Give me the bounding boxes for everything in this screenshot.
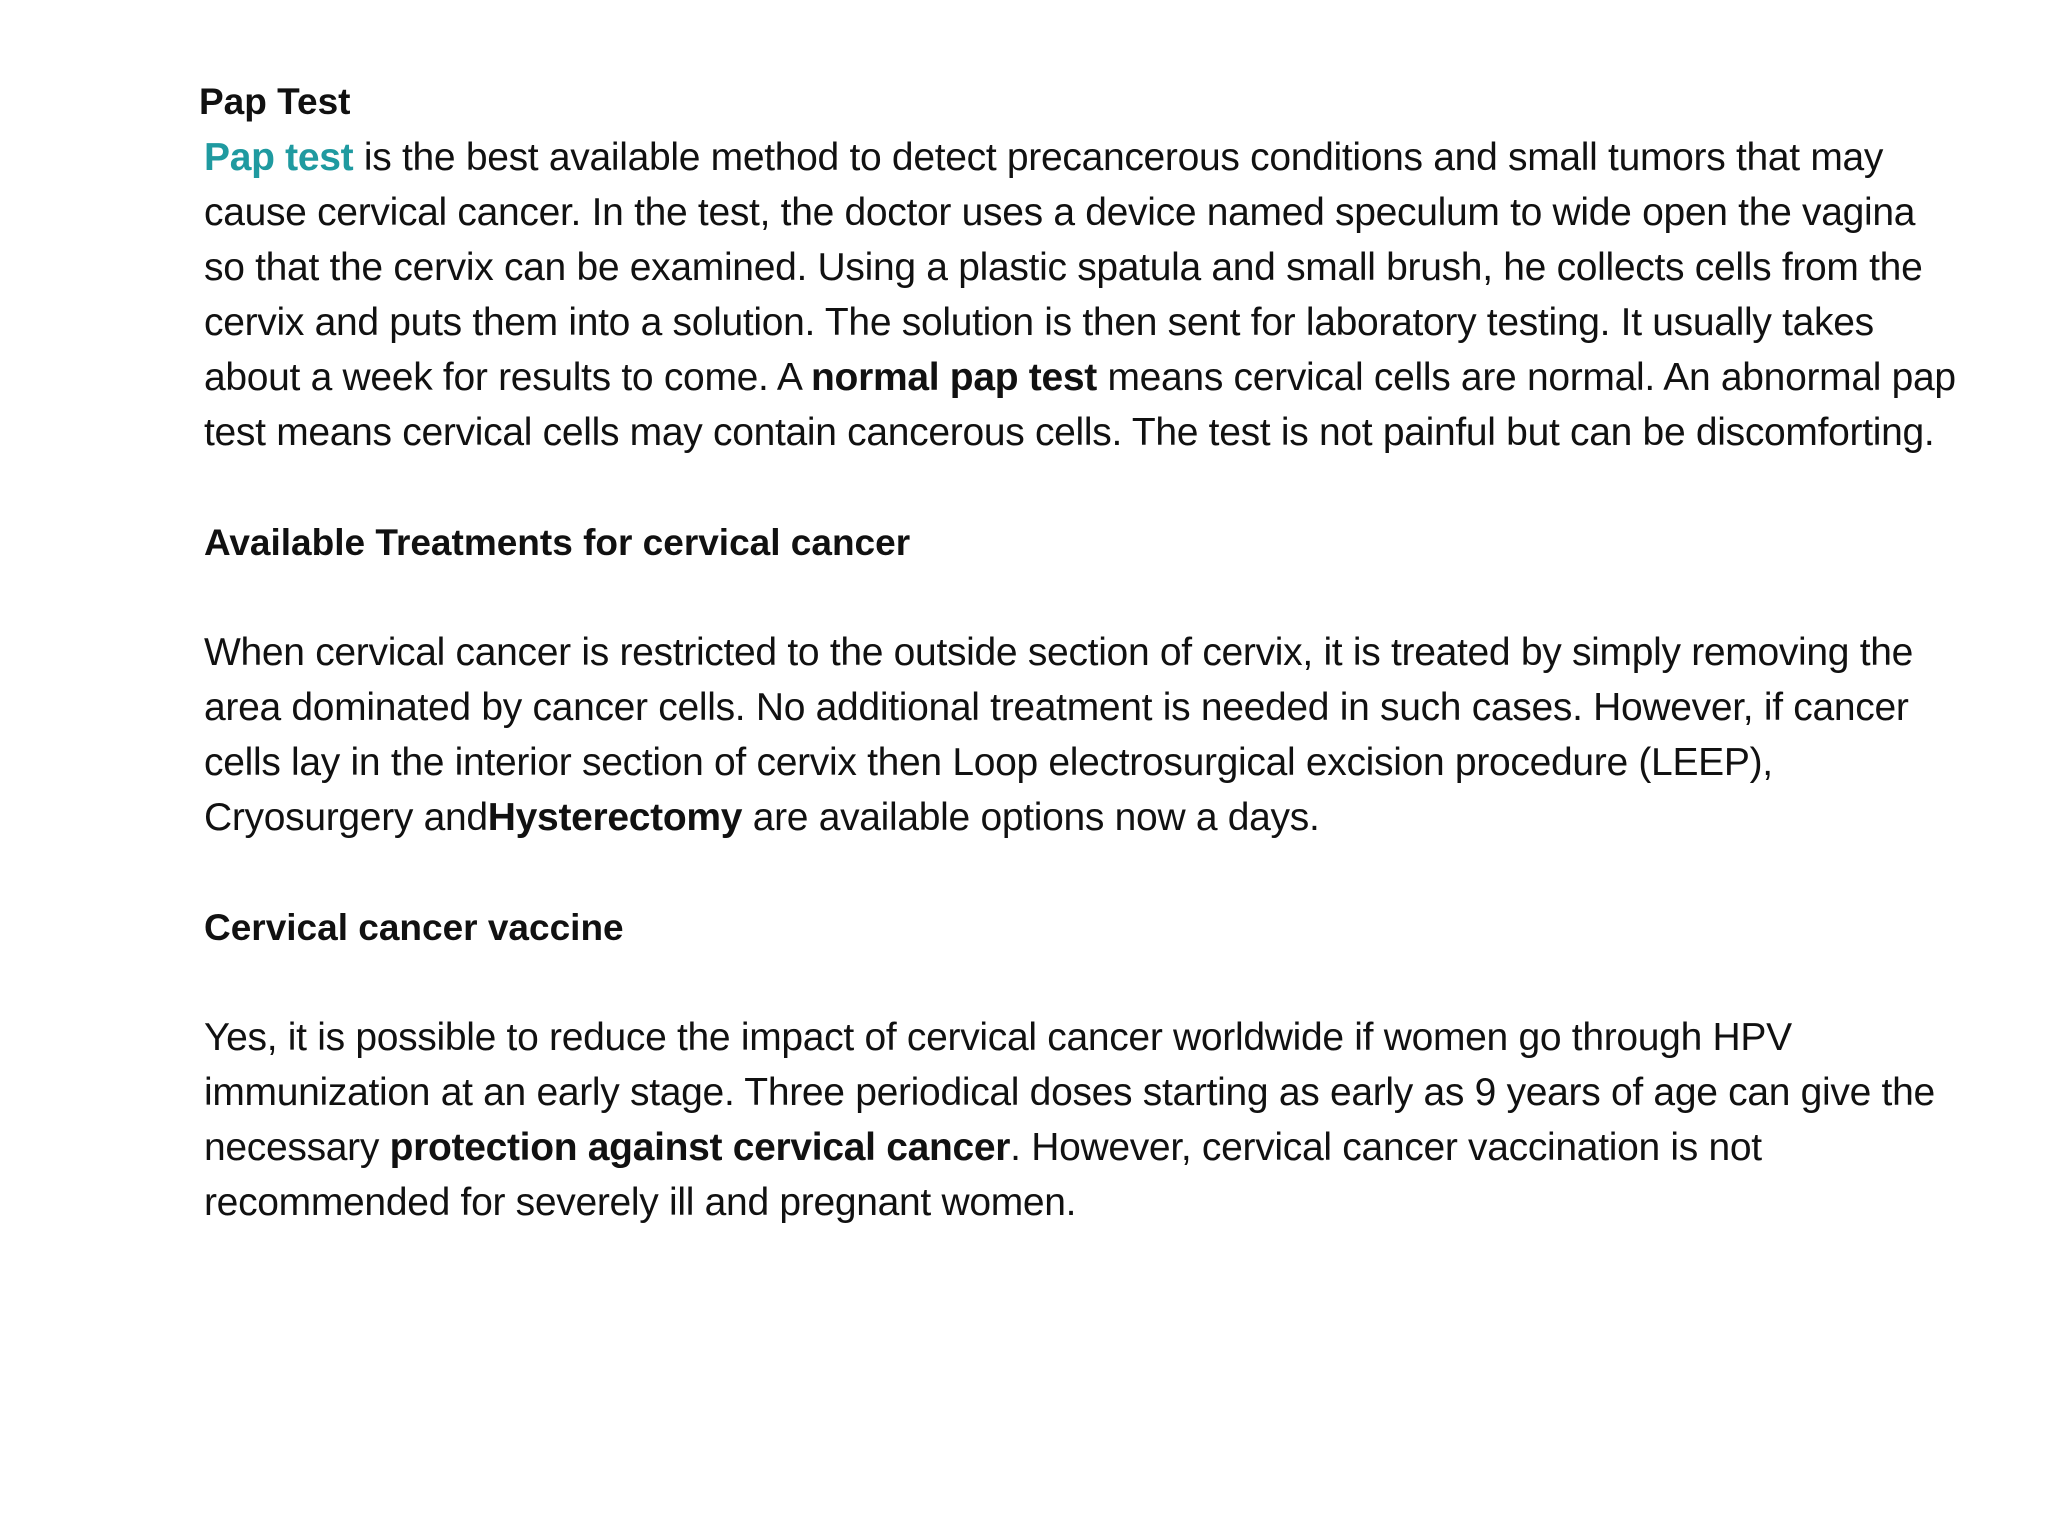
hysterectomy-bold: Hysterectomy bbox=[487, 796, 743, 839]
treatments-paragraph bbox=[204, 625, 1964, 845]
treatments-text-1: When cervical cancer is restricted to the outside section of cervix, it is treated by simply removing the area dominated by cancer cells. No additional treatment is needed in such cases. However, if cancer cells lay in the interior section of cervix then Loop electrosurgical excision procedure (LEEP), Cryosurgery and bbox=[204, 631, 1914, 839]
spacer bbox=[204, 570, 1964, 625]
pap-test-link[interactable]: Pap test bbox=[204, 136, 354, 179]
document-page bbox=[199, 74, 1964, 1230]
vaccine-paragraph bbox=[204, 1010, 1964, 1230]
spacer bbox=[204, 845, 1964, 900]
pap-test-text-2: means cervical cells are normal. An abnormal pap test means cervical cells may contain cancerous cells. The test is not painful but can be discomforting. bbox=[204, 356, 1956, 454]
protection-bold: protection against cervical cancer bbox=[389, 1126, 1011, 1169]
normal-pap-test-bold: normal pap test bbox=[811, 356, 1097, 399]
vaccine-heading: Cervical cancer vaccine bbox=[204, 907, 624, 948]
treatments-heading: Available Treatments for cervical cancer bbox=[204, 522, 911, 563]
pap-test-heading: Pap Test bbox=[199, 81, 351, 122]
vaccine-text-2: . However, cervical cancer vaccination is not recommended for severely ill and pregnant women. bbox=[204, 1126, 1762, 1224]
treatments-text-2: are available options now a days. bbox=[742, 796, 1320, 839]
vaccine-text-1: Yes, it is possible to reduce the impact of cervical cancer worldwide if women go through HPV immunization at an early stage. Three periodical doses starting as early as 9 years of age can give the necessary bbox=[204, 1016, 1935, 1169]
pap-test-text-1: is the best available method to detect precancerous conditions and small tumors that may cause cervical cancer. In the test, the doctor uses a device named speculum to wide open the vagina so that the cervix can be examined. Using a plastic spatula and small brush, he collects cells from the cervix and puts them into a solution. The solution is then sent for laboratory testing. It usually takes about a week for results to come. A bbox=[204, 136, 1923, 399]
spacer bbox=[204, 955, 1964, 1010]
spacer bbox=[204, 460, 1964, 515]
pap-test-paragraph bbox=[204, 130, 1964, 460]
